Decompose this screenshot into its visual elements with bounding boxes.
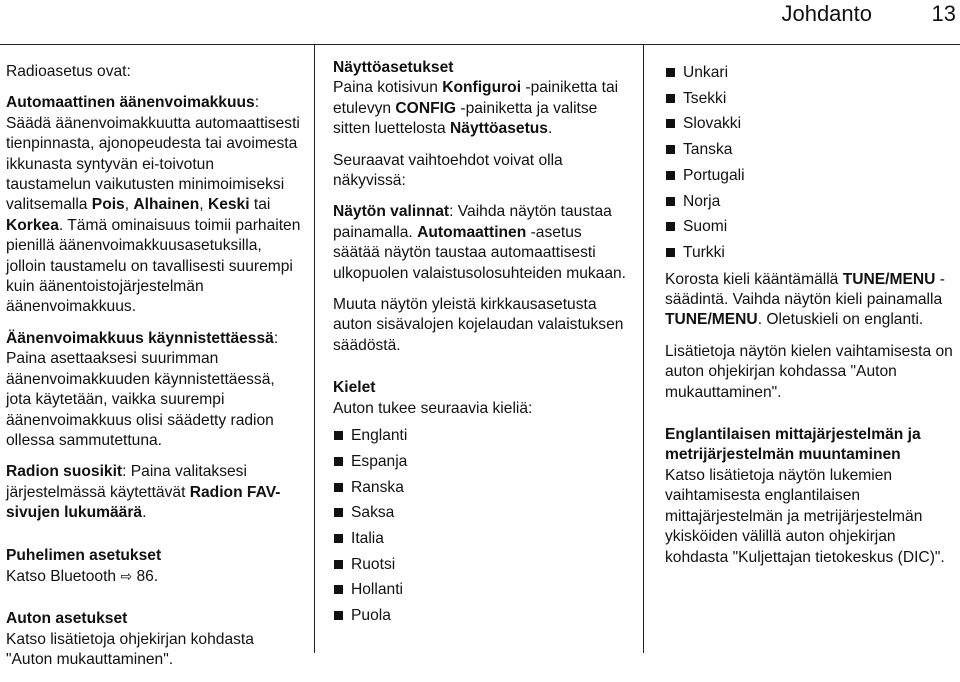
konfiguroi-button-label: Konfiguroi bbox=[442, 79, 522, 97]
list-item bbox=[333, 526, 629, 552]
display-text-c: -painiketta ja valitse sitten luettelosta bbox=[333, 99, 598, 138]
bullet-icon bbox=[666, 248, 675, 257]
list-item bbox=[665, 189, 955, 215]
list-item bbox=[333, 577, 629, 603]
page-reference-arrow-icon: ⇨ bbox=[120, 567, 133, 584]
display-settings-heading: Näyttöasetukset bbox=[333, 59, 454, 76]
language-list-1 bbox=[333, 423, 629, 629]
language-name: Saksa bbox=[351, 504, 395, 522]
display-choices-term: Näytön valinnat bbox=[333, 203, 450, 221]
options-intro: Seuraavat vaihtoehdot voivat olla näkyvissä: bbox=[333, 151, 563, 190]
language-name: Puola bbox=[351, 607, 391, 625]
car-settings-block bbox=[6, 609, 302, 670]
units-text: Katso lisätietoja näytön lukemien vaihtamisesta englantilaisen mittajärjestelmän ja metrijärjestelmän ykisköiden välillä auton ohjekirjan kohdasta "Kuljettajan tietokeskus (DIC)". bbox=[665, 466, 945, 566]
config-button-label: CONFIG bbox=[395, 99, 457, 117]
language-name: Turkki bbox=[683, 243, 725, 261]
separator: , bbox=[124, 196, 134, 214]
column-3 bbox=[665, 60, 955, 579]
language-select-text-b: -säädintä. Vaihda näytön kieli painamalla bbox=[665, 270, 945, 309]
list-item bbox=[665, 86, 955, 112]
auto-volume-text-b: . Tämä ominaisuus toimii parhaiten pienillä äänenvoimakkuusasetuksilla, jolloin taustamelu on tavallisesti suurempi kuin äänentoistojärjestelmän äänenvoimakkuus. bbox=[6, 216, 301, 316]
nayttoasetus-label: Näyttöasetus bbox=[450, 120, 548, 138]
startup-volume-term: Äänenvoimakkuus käynnistettäessä bbox=[6, 329, 274, 347]
bullet-icon bbox=[334, 560, 343, 569]
startup-volume-paragraph bbox=[6, 329, 302, 451]
option-korkea: Korkea bbox=[6, 216, 59, 234]
bullet-icon bbox=[666, 94, 675, 103]
language-name: Norja bbox=[683, 192, 721, 210]
bullet-icon bbox=[666, 145, 675, 154]
phone-settings-text: Katso Bluetooth bbox=[6, 567, 121, 585]
languages-heading: Kielet bbox=[333, 379, 376, 397]
column-2 bbox=[333, 58, 629, 637]
column-divider-right bbox=[643, 44, 644, 653]
page-number: 13 bbox=[931, 1, 956, 26]
language-name: Portugali bbox=[683, 166, 745, 184]
auto-volume-text-a: : Säädä äänenvoimakkuutta automaattisesti tienpinnasta, ajonopeudesta tai avoimesta ikkunasta syntyvän ei-toivotun taustamelun vaikutusten minimoimiseksi valitsemalla bbox=[6, 94, 300, 214]
list-item bbox=[333, 500, 629, 526]
list-item bbox=[333, 449, 629, 475]
list-item bbox=[333, 552, 629, 578]
language-name: Englanti bbox=[351, 427, 408, 445]
bullet-icon bbox=[334, 431, 343, 440]
list-item bbox=[333, 423, 629, 449]
language-name: Unkari bbox=[683, 64, 729, 81]
startup-volume-text: : Paina asettaaksesi suurimman äänenvoimakkuuden käynnistettäessä, jota käytetään, vaikka suurempi äänenvoimakkuus olisi säädetty radion ollessa sammutettuna. bbox=[6, 329, 279, 449]
bullet-icon bbox=[334, 585, 343, 594]
fav-pages-term: Radion FAV-sivujen lukumäärä bbox=[6, 483, 281, 522]
radio-favorites-term: Radion suosikit bbox=[6, 463, 123, 481]
languages-intro: Auton tukee seuraavia kieliä: bbox=[333, 399, 533, 417]
bullet-icon bbox=[334, 508, 343, 517]
languages-block bbox=[333, 378, 629, 419]
language-name: Hollanti bbox=[351, 581, 404, 599]
option-alhainen: Alhainen bbox=[133, 196, 200, 214]
car-settings-text: Katso lisätietoja ohjekirjan kohdasta "Auton mukauttaminen". bbox=[6, 630, 254, 669]
display-text-b: -painiketta tai etulevyn bbox=[333, 79, 619, 117]
list-item bbox=[665, 137, 955, 163]
language-info-paragraph: Lisätietoja näytön kielen vaihtamisesta on auton ohjekirjan kohdassa "Auton mukauttaminen". bbox=[665, 342, 953, 401]
language-select-text-a: Korosta kieli kääntämällä bbox=[665, 270, 843, 288]
list-item bbox=[665, 240, 955, 266]
column-divider-left bbox=[314, 44, 315, 653]
tune-menu-knob-label: TUNE/MENU bbox=[665, 311, 758, 329]
tune-menu-knob-label: TUNE/MENU bbox=[842, 270, 936, 288]
language-list-2 bbox=[665, 60, 955, 266]
display-choices-text-b: -asetus säätää näytön taustaa automaattisesti ulkopuolen valaistusolosuhteiden mukaan. bbox=[333, 223, 627, 282]
display-text-a: Paina kotisivun bbox=[333, 79, 443, 97]
option-keski: Keski bbox=[207, 196, 250, 214]
list-item bbox=[665, 214, 955, 240]
display-choices-text: : Vaihda näytön taustaa painamalla. bbox=[333, 203, 612, 241]
radio-favorites-text-a: : Paina valitaksesi järjestelmässä käytettävät bbox=[6, 463, 247, 501]
language-select-paragraph bbox=[665, 270, 955, 331]
language-name: Italia bbox=[351, 529, 384, 547]
units-heading: Englantilaisen mittajärjestelmän ja metrijärjestelmän muuntaminen bbox=[665, 426, 921, 464]
chapter-title: Johdanto bbox=[781, 1, 872, 26]
language-name: Tsekki bbox=[683, 89, 727, 107]
display-choices-paragraph bbox=[333, 202, 629, 284]
bullet-icon bbox=[666, 68, 675, 77]
bullet-icon bbox=[666, 171, 675, 180]
automatic-option: Automaattinen bbox=[417, 223, 527, 241]
column-1 bbox=[6, 62, 302, 682]
bullet-icon bbox=[334, 457, 343, 466]
list-item bbox=[665, 111, 955, 137]
auto-volume-paragraph bbox=[6, 93, 302, 317]
language-name: Ruotsi bbox=[351, 555, 396, 573]
list-item bbox=[665, 163, 955, 189]
phone-settings-heading: Puhelimen asetukset bbox=[6, 546, 162, 564]
display-settings-block bbox=[333, 58, 629, 140]
header-rule bbox=[0, 44, 960, 45]
language-name: Suomi bbox=[683, 218, 728, 236]
language-select-text-c: . Oletuskieli on englanti. bbox=[757, 311, 924, 329]
bullet-icon bbox=[334, 534, 343, 543]
language-name: Ranska bbox=[351, 478, 404, 496]
option-pois: Pois bbox=[91, 196, 125, 214]
bullet-icon bbox=[334, 483, 343, 492]
language-name: Slovakki bbox=[683, 115, 742, 133]
list-item bbox=[333, 603, 629, 629]
phone-settings-page: 86. bbox=[132, 567, 159, 585]
phone-settings-block bbox=[6, 546, 302, 588]
list-item bbox=[333, 475, 629, 501]
car-settings-heading: Auton asetukset bbox=[6, 610, 128, 628]
language-name: Espanja bbox=[351, 452, 408, 470]
radio-favorites-text-b: . bbox=[142, 504, 147, 522]
bullet-icon bbox=[334, 611, 343, 620]
list-item bbox=[665, 60, 955, 86]
radio-favorites-paragraph bbox=[6, 462, 302, 523]
brightness-paragraph: Muuta näytön yleistä kirkkausasetusta auton sisävalojen kojelaudan valaistuksen säädöstä. bbox=[333, 296, 624, 354]
bullet-icon bbox=[666, 222, 675, 231]
auto-volume-term: Automaattinen äänenvoimakkuus bbox=[6, 94, 255, 112]
bullet-icon bbox=[666, 197, 675, 206]
separator: tai bbox=[249, 196, 271, 214]
radio-settings-intro: Radioasetus ovat: bbox=[6, 63, 131, 80]
display-text-d: . bbox=[547, 120, 553, 138]
units-block bbox=[665, 425, 955, 568]
language-name: Tanska bbox=[683, 141, 733, 159]
separator: , bbox=[199, 196, 208, 214]
bullet-icon bbox=[666, 119, 675, 128]
